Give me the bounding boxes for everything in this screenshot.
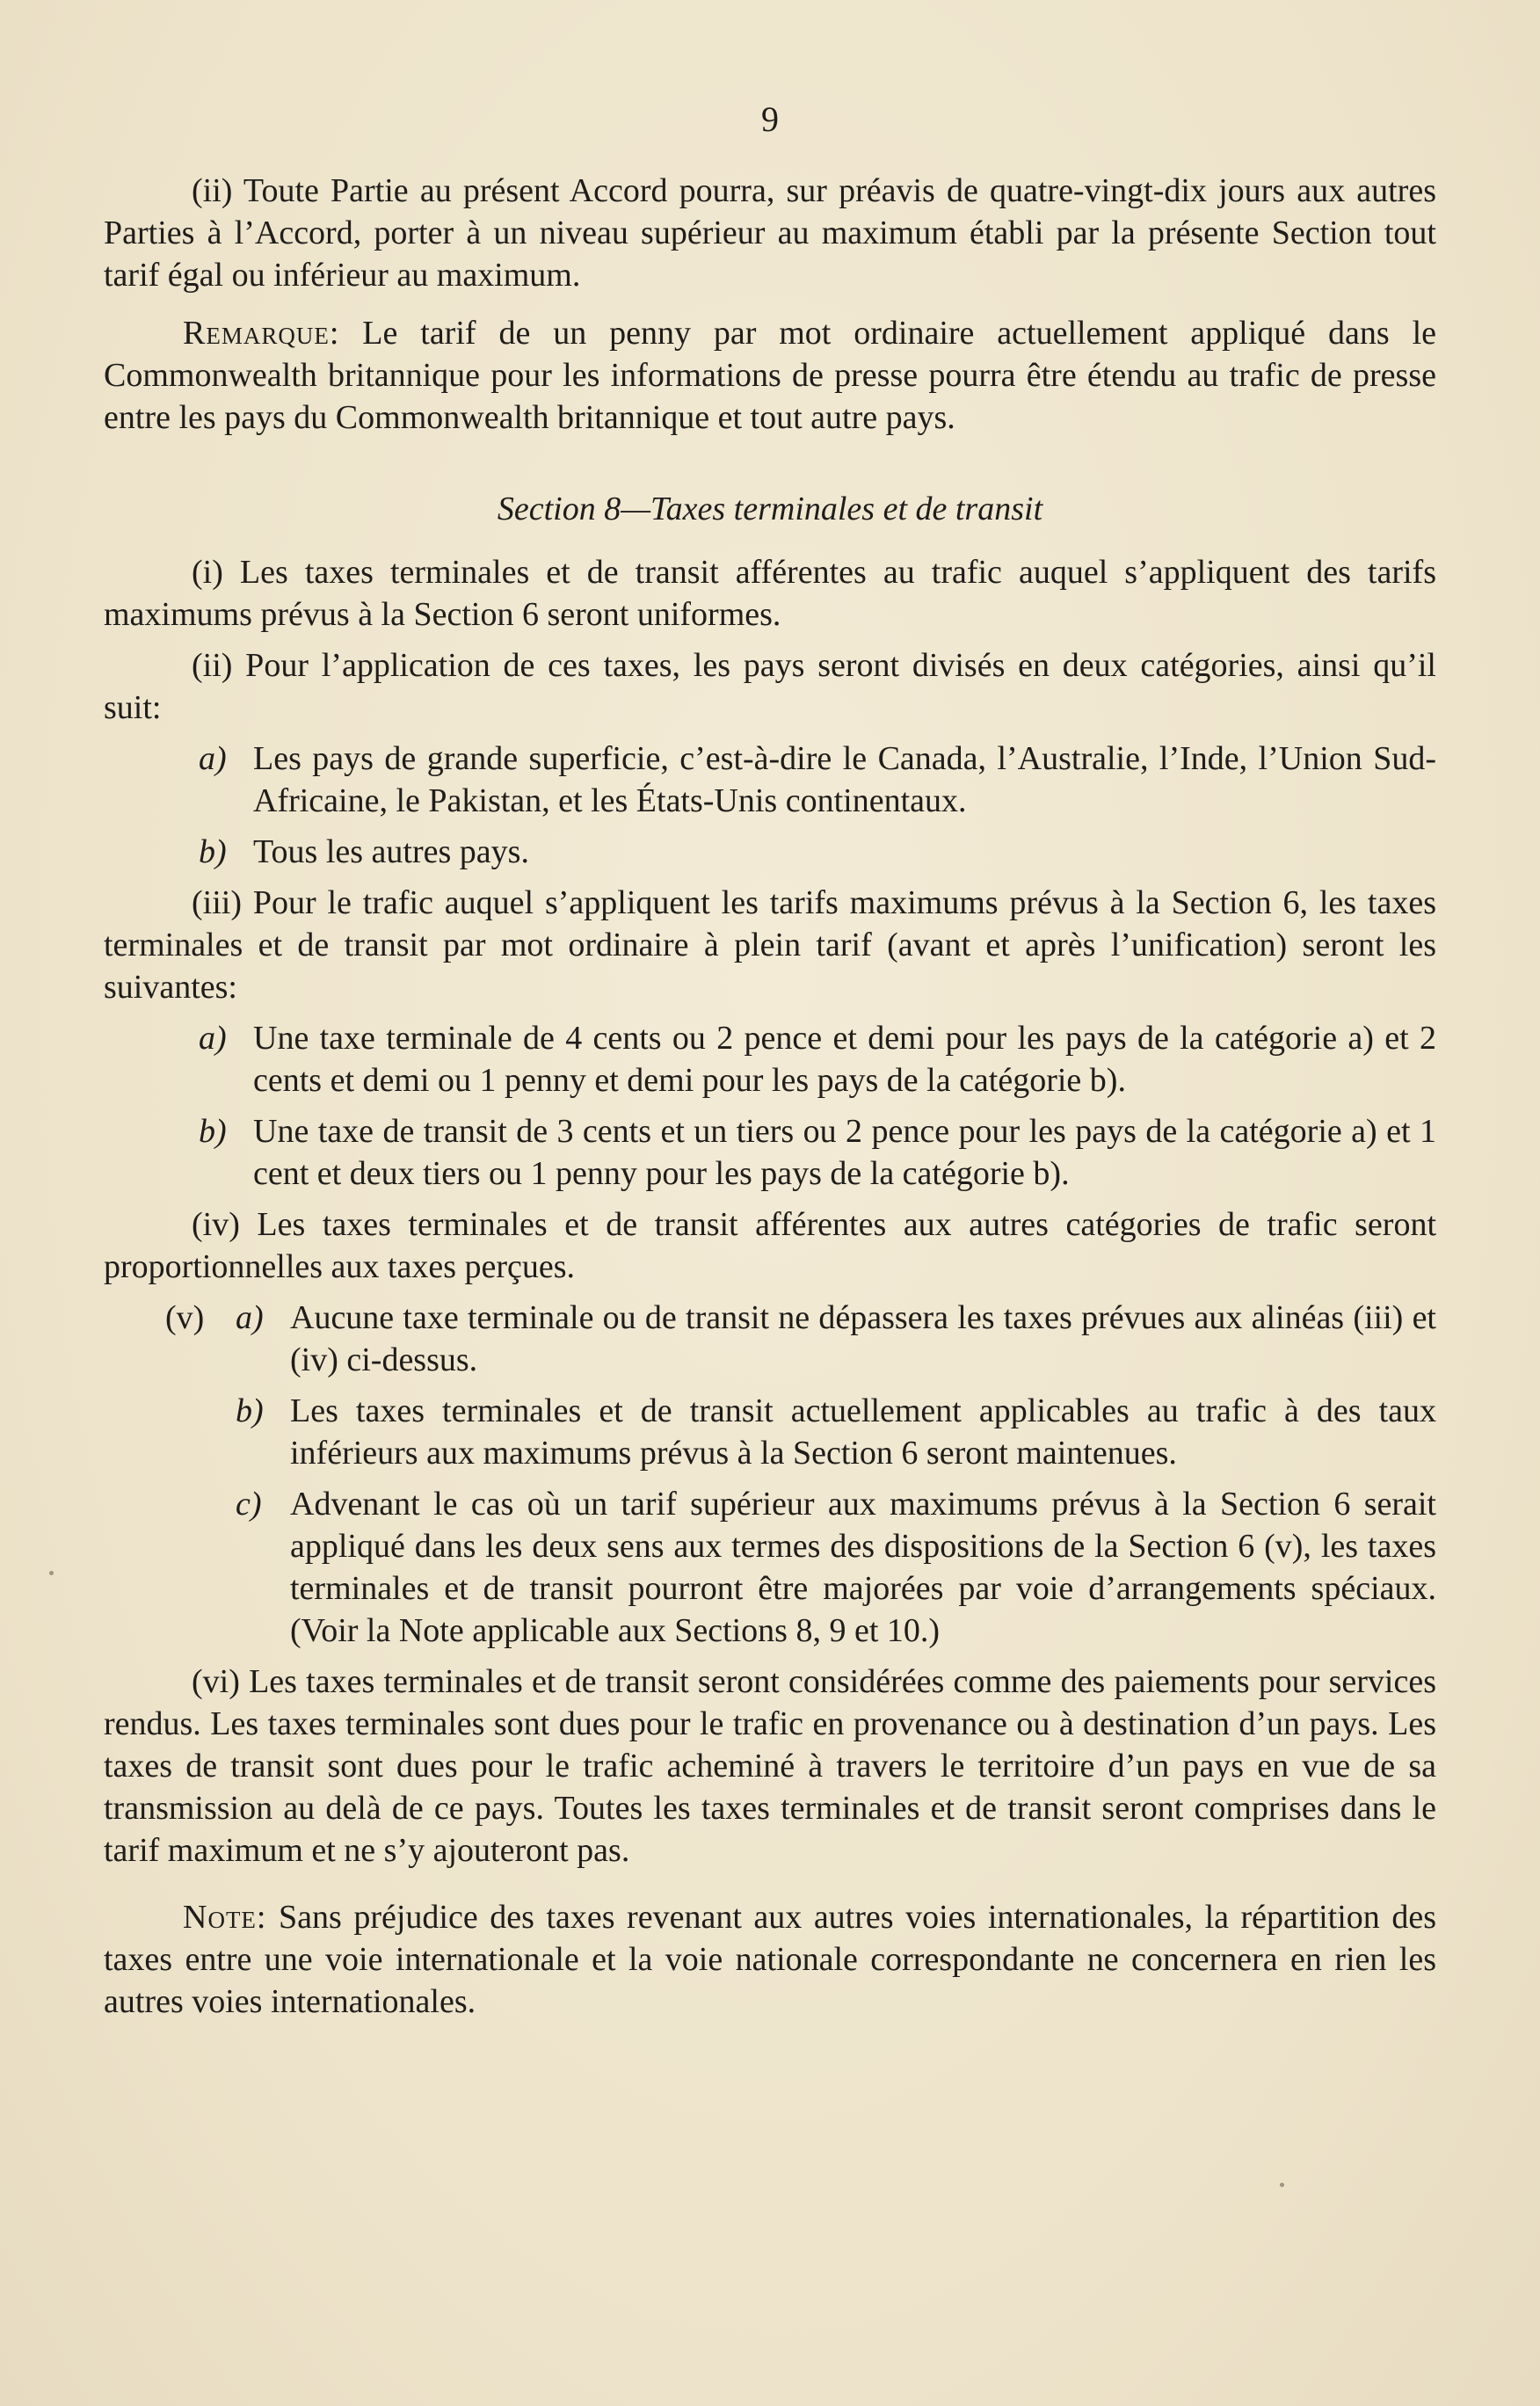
category-text: Tous les autres pays. [253, 833, 529, 870]
paper-speck [1280, 2183, 1284, 2187]
paragraph-v-label: a) [236, 1299, 264, 1336]
paragraph-ii: (ii) Pour l’application de ces taxes, les pays seront divisés en deux catégories, ainsi qu’il suit: [104, 647, 1436, 726]
paragraph-iii: (iii) Pour le trafic auquel s’appliquent les tarifs maximums prévus à la Section 6, les taxes terminales et de transit par mot ordinaire à plein tarif (avant et après l’unification) seront les suivantes: [104, 884, 1436, 1006]
tax-item [199, 1017, 1436, 1101]
paragraph-v-text: Aucune taxe terminale ou de transit ne dépassera les taxes prévues aux alinéas (iii) et (iv) ci-dessus. [290, 1299, 1436, 1378]
paragraph-v-text: Les taxes terminales et de transit actuellement applicables au trafic à des taux inférieurs aux maximums prévus à la Section 6 seront maintenues. [290, 1392, 1436, 1472]
paragraph-iv: (iv) Les taxes terminales et de transit afférentes aux autres catégories de trafic seront proportionnelles aux taxes perçues. [104, 1206, 1436, 1285]
note-label: Note: [183, 1899, 267, 1936]
paragraph-v-label: c) [236, 1486, 262, 1523]
paragraph-v-text: Advenant le cas où un tarif supérieur aux maximums prévus à la Section 6 serait appliqué dans les deux sens aux termes des dispositions de la Section 6 (v), les taxes terminales et de transit pourront être majorées par voie d’arrangements spéciaux. (Voir la Note applicable aux Sections 8, 9 et 10.) [290, 1486, 1436, 1649]
tax-text: Une taxe terminale de 4 cents ou 2 pence et demi pour les pays de la catégorie a) et 2 cents et demi ou 1 penny et demi pour les pays de la catégorie b). [253, 1020, 1436, 1099]
category-text: Les pays de grande superficie, c’est-à-dire le Canada, l’Australie, l’Inde, l’Union Sud-Africaine, le Pakistan, et les États-Unis continentaux. [253, 740, 1436, 819]
paragraph-v-item-c [236, 1483, 1436, 1652]
category-label: a) [199, 740, 227, 777]
remark-text: Le tarif de un penny par mot ordinaire actuellement appliqué dans le Commonwealth britannique pour les informations de presse pourra être étendu au trafic de presse entre les pays du Commonwealth britannique et tout autre pays. [104, 315, 1436, 436]
note-text: Sans préjudice des taxes revenant aux autres voies internationales, la répartition des taxes entre une voie internationale et la voie nationale correspondante ne concernera en rien les autres voies internationales. [104, 1899, 1436, 2020]
page-number: 9 [761, 99, 779, 139]
category-item [199, 831, 1436, 873]
paper-speck [49, 1571, 54, 1575]
paragraph-v-number: (v) [165, 1299, 205, 1336]
paragraph-v-item-b [236, 1390, 1436, 1474]
section-title: Section 8—Taxes terminales et de transit [497, 491, 1043, 527]
remark-paragraph [104, 312, 1436, 439]
paragraph-v-label: b) [236, 1392, 264, 1429]
tax-label: a) [199, 1020, 227, 1057]
note-paragraph [104, 1896, 1436, 2023]
tax-label: b) [199, 1113, 227, 1150]
paragraph-v-item-a [165, 1297, 1436, 1381]
tax-item [199, 1110, 1436, 1195]
paragraph-i: (i) Les taxes terminales et de transit afférentes au trafic auquel s’appliquent des tarifs maximums prévus à la Section 6 seront uniformes. [104, 554, 1436, 633]
paragraph-ii-section-7: (ii) Toute Partie au présent Accord pourra, sur préavis de quatre-vingt-dix jours aux autres Parties à l’Accord, porter à un niveau supérieur au maximum établi par la présente Section tout tarif égal ou inférieur au maximum. [104, 172, 1436, 294]
category-item [199, 738, 1436, 822]
paragraph-vi: (vi) Les taxes terminales et de transit seront considérées comme des paiements pour services rendus. Les taxes terminales sont dues pour le trafic en provenance ou à destination d’un pays. Les taxes de transit sont dues pour le trafic acheminé à travers le territoire d’un pays en vue de sa transmission au delà de ce pays. Toutes les taxes terminales et de transit seront comprises dans le tarif maximum et ne s’y ajouteront pas. [104, 1663, 1436, 1869]
tax-text: Une taxe de transit de 3 cents et un tiers ou 2 pence pour les pays de la catégorie a) et 1 cent et deux tiers ou 1 penny pour les pays de la catégorie b). [253, 1113, 1436, 1192]
remark-label: Remarque: [183, 315, 340, 352]
category-label: b) [199, 833, 227, 870]
